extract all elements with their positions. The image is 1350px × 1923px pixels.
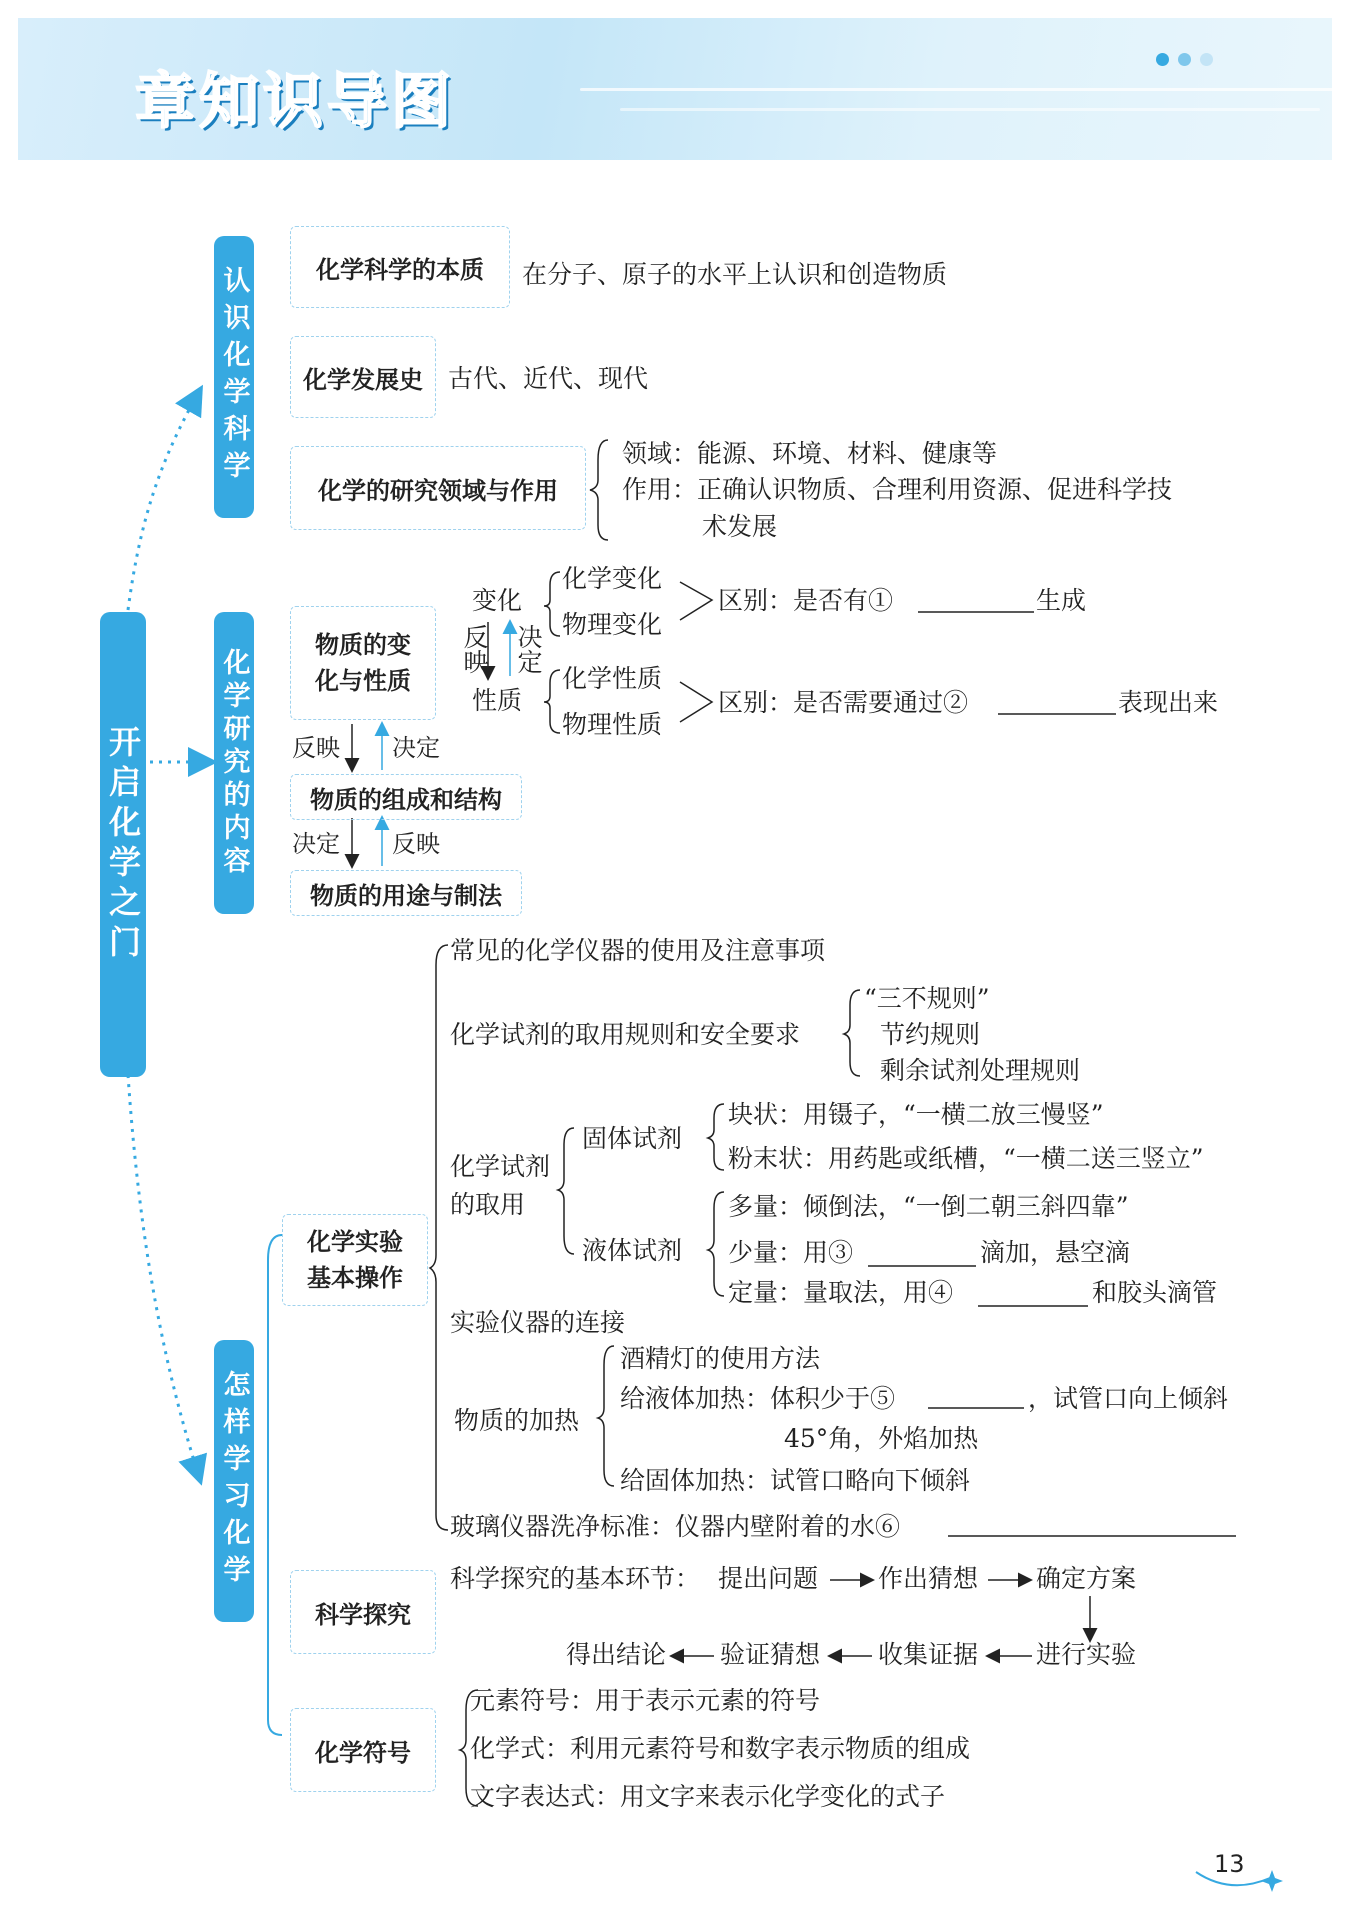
box-label: 化学的研究领域与作用: [318, 476, 558, 505]
heat-line-2a: 给液体加热：体积少于⑤: [620, 1384, 896, 1413]
heat-line-2b: ，试管口向上倾斜: [1028, 1384, 1229, 1413]
inquiry-step-5: 收集证据: [878, 1640, 979, 1669]
exp-line-1: 常见的化学仪器的使用及注意事项: [450, 936, 826, 965]
box-label: 物质的组成和结构: [310, 785, 502, 814]
box-label: 化学发展史: [303, 365, 423, 394]
rule-2: 节约规则: [880, 1020, 981, 1049]
page-title: 章知识导图: [135, 67, 455, 137]
label-reflect: 反映: [460, 624, 489, 674]
reagent-taking: 化学试剂的取用: [450, 1152, 551, 1219]
inquiry-step-3: 确定方案: [1036, 1564, 1137, 1593]
diff-2-text: 区别：是否需要通过②: [718, 688, 969, 717]
chem-property: 化学性质: [562, 664, 663, 693]
section-3-bar: [214, 1340, 254, 1622]
solid-line-1: 块状：用镊子，“一横二放三慢竖”: [728, 1100, 1104, 1129]
label-change: 变化: [472, 586, 523, 615]
root-topic-label: 开启化学之门: [104, 724, 142, 965]
link-1-left: 反映: [292, 734, 340, 762]
section-1-label: 认识化学科学: [218, 266, 250, 488]
box-use-preparation: [290, 870, 522, 916]
box-label: 物质的用途与制法: [310, 881, 502, 910]
liquid-fixed-b: 和胶头滴管: [1092, 1278, 1218, 1307]
fields-line-1: 领域：能源、环境、材料、健康等: [622, 439, 998, 468]
phys-change: 物理变化: [562, 610, 663, 639]
diff-1-text: 区别：是否有①: [718, 586, 894, 615]
section-2-bar: [214, 612, 254, 914]
chem-change: 化学变化: [562, 564, 663, 593]
exp-line-2: 化学试剂的取用规则和安全要求: [450, 1020, 801, 1049]
box-label: 科学探究: [315, 1600, 411, 1629]
box-experiment-basics: [282, 1214, 428, 1306]
liquid-fixed-a: 定量：量取法，用④: [728, 1278, 954, 1307]
section-1-bar: [214, 236, 254, 518]
inquiry-step-2: 作出猜想: [878, 1564, 979, 1593]
fields-line-2: 作用：正确认识物质、合理利用资源、促进科学技: [622, 475, 1173, 504]
rule-1: “三不规则”: [864, 984, 990, 1013]
inquiry-step-7: 得出结论: [566, 1640, 667, 1669]
diff-1-suffix: 生成: [1036, 586, 1087, 615]
symbol-line-3: 文字表达式：用文字来表示化学变化的式子: [470, 1782, 946, 1811]
essence-detail: 在分子、原子的水平上认识和创造物质: [522, 260, 948, 289]
box-label: 化学科学的本质: [316, 255, 484, 284]
liquid-reagent: 液体试剂: [582, 1236, 683, 1265]
diff-2-suffix: 表现出来: [1118, 688, 1219, 717]
heat-line-1: 酒精灯的使用方法: [620, 1344, 821, 1373]
inquiry-step-1: 提出问题: [718, 1564, 819, 1593]
phys-property: 物理性质: [562, 710, 663, 739]
fields-line-3: 术发展: [702, 512, 778, 541]
glass-wash: 玻璃仪器洗净标准：仪器内壁附着的水⑥: [450, 1512, 901, 1541]
box-label: 化学实验基本操作: [307, 1228, 403, 1292]
box-change-property: [290, 606, 436, 720]
box-label: 物质的变化与性质: [315, 631, 411, 695]
symbol-line-2: 化学式：利用元素符号和数字表示物质的组成: [470, 1734, 971, 1763]
heat-line-3: 给固体加热：试管口略向下倾斜: [620, 1466, 971, 1495]
box-chemical-symbols: [290, 1708, 436, 1792]
symbol-line-1: 元素符号：用于表示元素的符号: [470, 1686, 821, 1715]
liquid-many: 多量：倾倒法，“一倒二朝三斜四靠”: [728, 1192, 1129, 1221]
box-scientific-inquiry: [290, 1570, 436, 1654]
inquiry-step-4: 进行实验: [1036, 1640, 1137, 1669]
box-label: 化学符号: [315, 1738, 411, 1767]
apparatus-connection: 实验仪器的连接: [450, 1308, 626, 1337]
solid-reagent: 固体试剂: [582, 1124, 683, 1153]
link-1-right: 决定: [392, 734, 440, 762]
inquiry-step-6: 验证猜想: [720, 1640, 821, 1669]
inquiry-intro: 科学探究的基本环节：: [450, 1564, 701, 1593]
page-number: 13: [1214, 1850, 1245, 1878]
label-decide: 决定: [514, 624, 543, 674]
section-2-label: 化学研究的内容: [218, 647, 250, 879]
liquid-few-a: 少量：用③: [728, 1238, 854, 1267]
history-detail: 古代、近代、现代: [448, 364, 649, 393]
box-composition-structure: [290, 774, 522, 820]
section-3-label: 怎样学习化学: [218, 1370, 250, 1592]
heat-line-2c: 45°角，外焰加热: [784, 1424, 979, 1453]
heating: 物质的加热: [454, 1406, 580, 1435]
box-chemistry-essence: [290, 226, 510, 308]
label-property: 性质: [472, 686, 523, 715]
box-chemistry-history: [290, 336, 436, 418]
link-2-left: 决定: [292, 830, 340, 858]
rule-3: 剩余试剂处理规则: [880, 1056, 1081, 1085]
root-topic: [100, 612, 146, 1077]
link-2-right: 反映: [392, 830, 440, 858]
solid-line-2: 粉末状：用药匙或纸槽，“一横二送三竖立”: [728, 1144, 1204, 1173]
box-research-fields: [290, 446, 586, 530]
liquid-few-b: 滴加，悬空滴: [980, 1238, 1131, 1267]
